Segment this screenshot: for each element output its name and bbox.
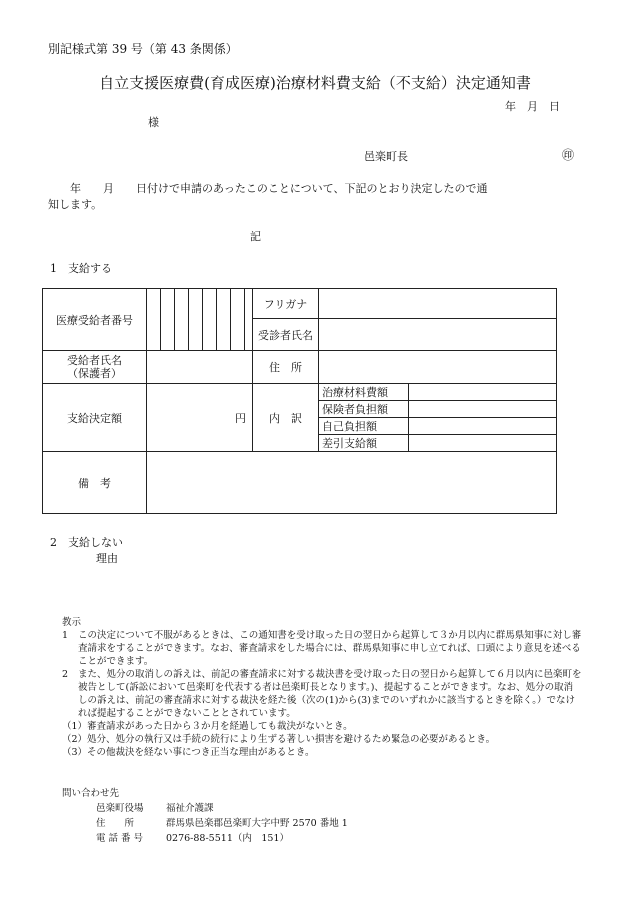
- recipient-name-cell: [43, 351, 147, 384]
- reason-label: 理由: [96, 552, 118, 565]
- notice-item-text: また、処分の取消しの訴えは、前記の審査請求に対する裁決書を受け取った日の翌日から起算して６月以内に邑楽町を被告として(訴訟において邑楽町を代表する者は邑楽町長となります。)、提起することができます。なお、処分の取消しの訴えは、前記の審査請求に対する裁決を経た後（次の(1)から(3)までのいずれかに該当するときを除く。）でなければ提起することができないこととされています。: [78, 669, 582, 719]
- guardian-label: （保護者）: [67, 367, 122, 380]
- patient-name-value: [319, 319, 557, 351]
- decision-table: [42, 288, 557, 514]
- contact-phone-row: [62, 831, 348, 846]
- notice-item-2: [62, 668, 582, 720]
- digit-box: [161, 289, 175, 351]
- recipient-name-value: [147, 351, 253, 384]
- amount-value: [147, 384, 253, 452]
- contact-address-label: 住 所: [96, 818, 135, 829]
- furigana-label: フリガナ: [253, 289, 319, 319]
- breakdown-item: 保険者負担額: [319, 401, 409, 418]
- furigana-value: [319, 289, 557, 319]
- notice-item-number: 2: [62, 669, 69, 680]
- recipient-number-label: 医療受給者番号: [43, 289, 147, 351]
- contact-office-row: [62, 801, 348, 816]
- breakdown-label: 内 訳: [253, 384, 319, 452]
- form-label: 別記様式第 39 号（第 43 条関係）: [48, 42, 238, 56]
- issuer-name: 邑楽町長: [364, 150, 408, 163]
- breakdown-value: [409, 418, 557, 435]
- notice-sub-item: （1）審査請求があった日から３か月を経過しても裁決がないとき。: [62, 721, 353, 732]
- breakdown-value: [409, 435, 557, 452]
- contact-division: 福祉介護課: [166, 803, 214, 814]
- intro-line-1: 年 月 日付けで申請のあったこのことについて、下記のとおり決定したので通: [70, 182, 488, 195]
- notice-item-number: 1: [62, 630, 69, 641]
- intro-line-2: 知します。: [48, 198, 103, 211]
- patient-name-label: 受診者氏名: [253, 319, 319, 351]
- address-value: [319, 351, 557, 384]
- breakdown-item: 自己負担額: [319, 418, 409, 435]
- breakdown-item: 治療材料費額: [319, 384, 409, 401]
- breakdown-item: 差引支給額: [319, 435, 409, 452]
- contact-heading: 問い合わせ先: [62, 788, 120, 799]
- digit-box: [245, 289, 253, 351]
- notice-sub-item: （3）その他裁決を経ない事につき正当な理由があるとき。: [62, 747, 315, 758]
- section-2-heading: 2 支給しない: [50, 536, 123, 549]
- digit-box: [203, 289, 217, 351]
- digit-box: [147, 289, 161, 351]
- contact-phone: 0276-88-5511（内 151）: [166, 833, 289, 844]
- breakdown-value: [409, 384, 557, 401]
- digit-box: [189, 289, 203, 351]
- digit-box: [217, 289, 231, 351]
- contact-address: 群馬県邑楽郡邑楽町大字中野 2570 番地 1: [166, 818, 348, 829]
- notice-item-1: [62, 629, 582, 668]
- contact-address-row: [62, 816, 348, 831]
- notice-item-text: この決定について不服があるときは、この通知書を受け取った日の翌日から起算して３か月以内に群馬県知事に対し審査請求をすることができます。なお、審査請求をした場合には、群馬県知事に申し立てれば、口頭により意見を述べることができます。: [78, 630, 582, 667]
- notice-heading: 教示: [62, 617, 82, 628]
- breakdown-value: [409, 401, 557, 418]
- addressee-suffix: 様: [148, 116, 159, 129]
- notice-sub-item: （2）処分、処分の執行又は手続の続行により生ずる著しい損害を避けるため緊急の必要があるとき。: [62, 734, 496, 745]
- seal-mark: ㊞: [562, 148, 575, 162]
- remarks-value: [147, 452, 557, 514]
- remarks-label: 備 考: [43, 452, 147, 514]
- contact-block: [62, 786, 348, 846]
- contact-office: 邑楽町役場: [96, 803, 144, 814]
- digit-box: [231, 289, 245, 351]
- appeal-notice: [62, 616, 582, 759]
- yen-unit: 円: [235, 411, 246, 425]
- recipient-name-label: 受給者氏名: [67, 354, 122, 367]
- date-line: 年 月 日: [505, 100, 560, 113]
- ki-heading: 記: [250, 230, 261, 243]
- contact-phone-label: 電 話 番 号: [96, 833, 144, 844]
- document-title: 自立支援医療費(育成医療)治療材料費支給（不支給）決定通知書: [99, 74, 531, 92]
- address-label: 住 所: [253, 351, 319, 384]
- digit-box: [175, 289, 189, 351]
- amount-label: 支給決定額: [43, 384, 147, 452]
- section-1-heading: 1 支給する: [50, 262, 112, 275]
